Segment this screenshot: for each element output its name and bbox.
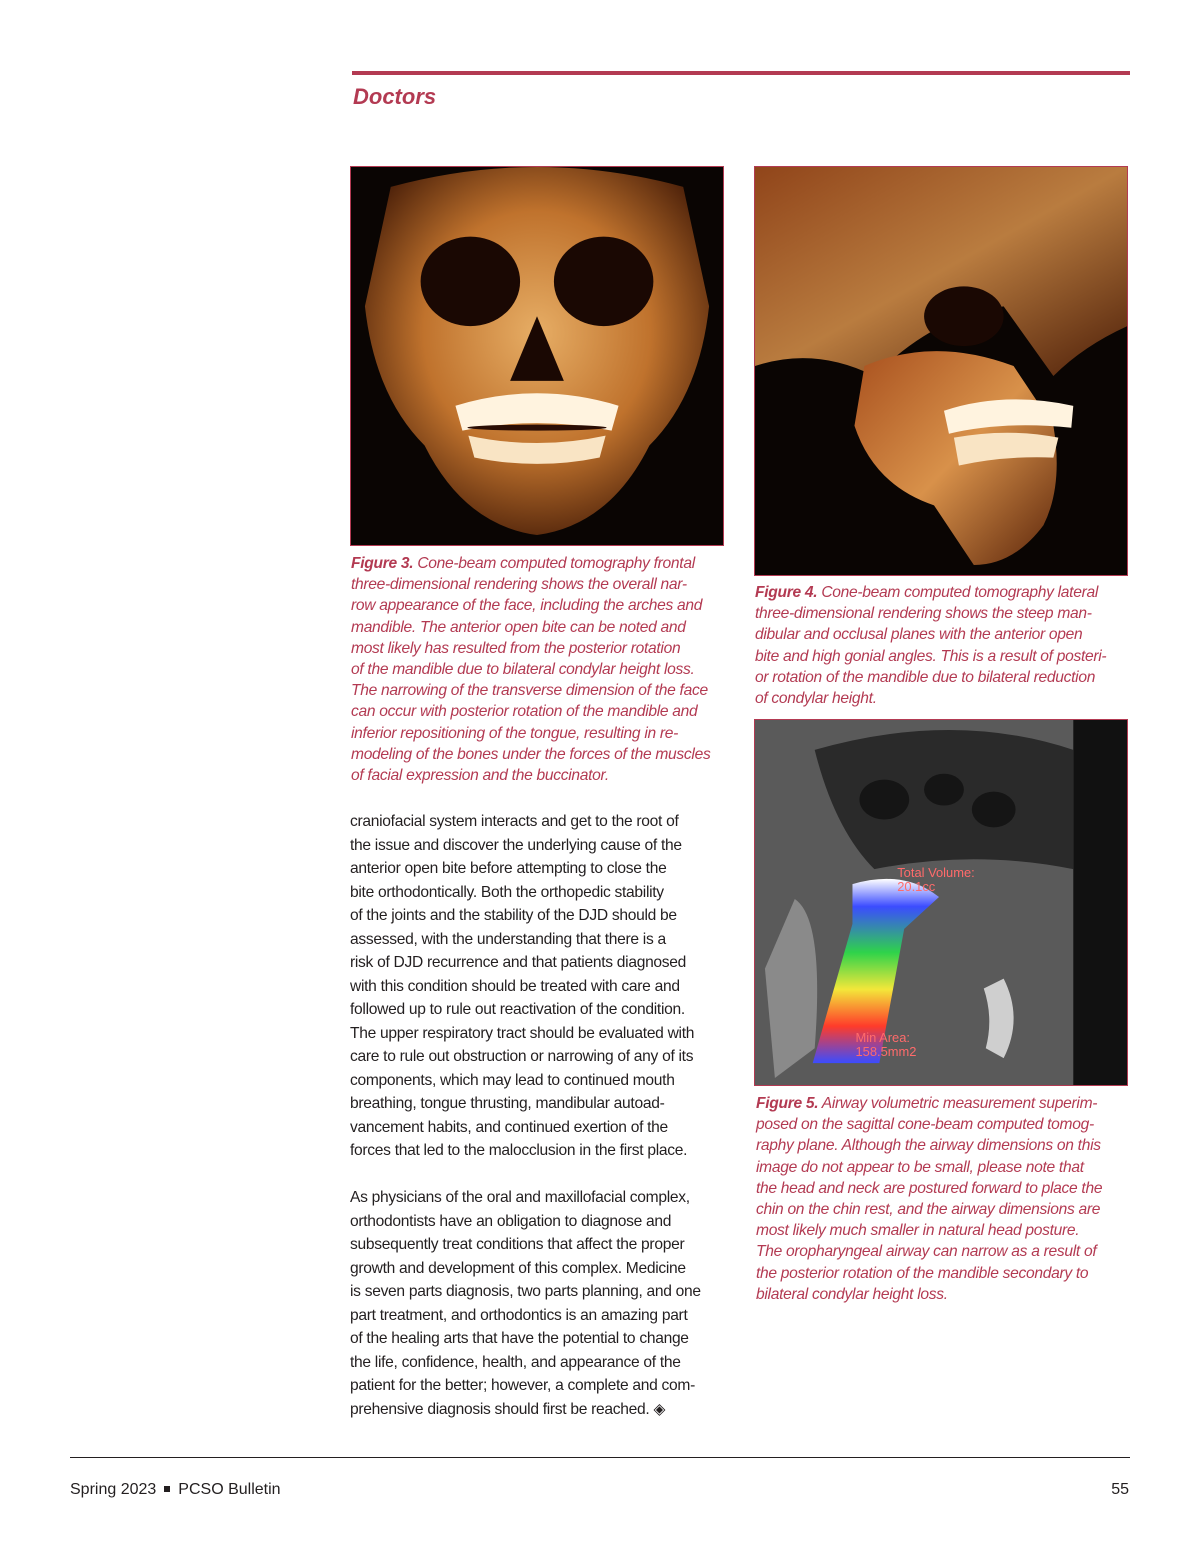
body-line: breathing, tongue thrusting, mandibular autoad- [350, 1095, 665, 1112]
square-bullet-icon [164, 1486, 170, 1492]
header-rule [352, 71, 1130, 75]
caption-line: image do not appear to be small, please note that [756, 1158, 1084, 1176]
caption-line: or rotation of the mandible due to bilateral reduction [755, 668, 1096, 686]
figure-5-caption [756, 1093, 1136, 1305]
figure-4-caption [755, 582, 1135, 709]
figure-3-image [350, 166, 724, 546]
body-line: followed up to rule out reactivation of the condition. [350, 1001, 685, 1018]
body-line: of the healing arts that have the potential to change [350, 1330, 689, 1347]
airway-min-area-value: 158.5mm2 [855, 1044, 917, 1060]
body-line: prehensive diagnosis should first be reached. ◈ [350, 1400, 666, 1418]
caption-line: three-dimensional rendering shows the steep man- [755, 605, 1092, 623]
caption-line: Cone-beam computed tomography lateral [817, 584, 1099, 601]
body-line: the life, confidence, health, and appearance of the [350, 1353, 681, 1371]
body-line: the issue and discover the underlying cause of the [350, 836, 682, 854]
caption-line: Cone-beam computed tomography frontal [413, 555, 695, 572]
caption-line: Airway volumetric measurement superim- [818, 1095, 1098, 1112]
caption-line: the posterior rotation of the mandible secondary to [756, 1264, 1089, 1282]
figure-4-label: Figure 4. [755, 584, 818, 601]
caption-line: bilateral condylar height loss. [756, 1285, 948, 1303]
caption-line: chin on the chin rest, and the airway dimensions are [756, 1201, 1101, 1219]
body-line: forces that led to the malocclusion in the first place. [350, 1142, 688, 1159]
caption-line: inferior repositioning of the tongue, resulting in re- [351, 724, 679, 742]
caption-line: modeling of the bones under the forces of the muscles [351, 745, 711, 763]
body-line: care to rule out obstruction or narrowing of any of its [350, 1048, 694, 1065]
figure-3-label: Figure 3. [351, 555, 414, 572]
body-line: components, which may lead to continued mouth [350, 1071, 675, 1089]
body-line: patient for the better; however, a complete and com- [350, 1377, 695, 1394]
body-line: craniofacial system interacts and get to the root of [350, 813, 679, 830]
figure-4-image [754, 166, 1128, 576]
page-number: 55 [1111, 1481, 1129, 1498]
caption-line: can occur with posterior rotation of the mandible and [351, 703, 698, 721]
caption-line: raphy plane. Although the airway dimensions on this [756, 1137, 1101, 1155]
caption-line: mandible. The anterior open bite can be noted and [351, 618, 686, 636]
body-line: growth and development of this complex. Medicine [350, 1259, 686, 1277]
body-line: subsequently treat conditions that affect the proper [350, 1236, 685, 1253]
body-line: with this condition should be treated with care and [350, 977, 680, 995]
caption-line: most likely has resulted from the posterior rotation [351, 639, 681, 657]
caption-line: The narrowing of the transverse dimension of the face [351, 682, 708, 700]
caption-line: most likely much smaller in natural head posture. [756, 1222, 1080, 1240]
caption-line: posed on the sagittal cone-beam computed tomog- [756, 1116, 1094, 1134]
section-title: Doctors [353, 84, 437, 109]
airway-total-volume-label: Total Volume: [897, 865, 975, 881]
body-line: of the joints and the stability of the DJD should be [350, 907, 677, 924]
body-line: risk of DJD recurrence and that patients diagnosed [350, 954, 687, 971]
caption-line: of facial expression and the buccinator. [351, 767, 609, 785]
figure-3-caption [351, 553, 731, 786]
caption-line: of condylar height. [755, 690, 877, 708]
body-line: As physicians of the oral and maxillofacial complex, [350, 1189, 690, 1206]
caption-line: row appearance of the face, including the arches and [351, 597, 703, 615]
caption-line: bite and high gonial angles. This is a result of posteri- [755, 647, 1107, 665]
body-line: The upper respiratory tract should be evaluated with [350, 1024, 695, 1042]
body-line: is seven parts diagnosis, two parts planning, and one [350, 1283, 701, 1300]
figure-5-label: Figure 5. [756, 1095, 819, 1112]
body-line: anterior open bite before attempting to close the [350, 860, 667, 877]
caption-line: the head and neck are postured forward to place the [756, 1179, 1103, 1197]
caption-line: of the mandible due to bilateral condylar height loss. [351, 661, 695, 679]
footer-publication: PCSO Bulletin [178, 1481, 281, 1498]
caption-line: The oropharyngeal airway can narrow as a result of [756, 1243, 1097, 1261]
caption-line: dibular and occlusal planes with the anterior open [755, 626, 1083, 644]
body-line: orthodontists have an obligation to diagnose and [350, 1212, 672, 1230]
body-paragraph-2 [350, 1186, 701, 1421]
body-paragraph-1 [350, 810, 694, 1163]
footer-issue [70, 1481, 281, 1499]
caption-line: three-dimensional rendering shows the overall nar- [351, 576, 687, 594]
footer-rule [70, 1457, 1130, 1458]
figure-5-image [754, 719, 1128, 1086]
airway-total-volume-value: 20.1cc [897, 879, 936, 895]
body-line: part treatment, and orthodontics is an amazing part [350, 1306, 688, 1324]
footer-season: Spring 2023 [70, 1481, 157, 1498]
body-line: bite orthodontically. Both the orthopedic stability [350, 883, 664, 901]
body-line: vancement habits, and continued exertion of the [350, 1118, 668, 1136]
body-line: assessed, with the understanding that there is a [350, 930, 666, 948]
airway-min-area-label: Min Area: [855, 1030, 910, 1046]
